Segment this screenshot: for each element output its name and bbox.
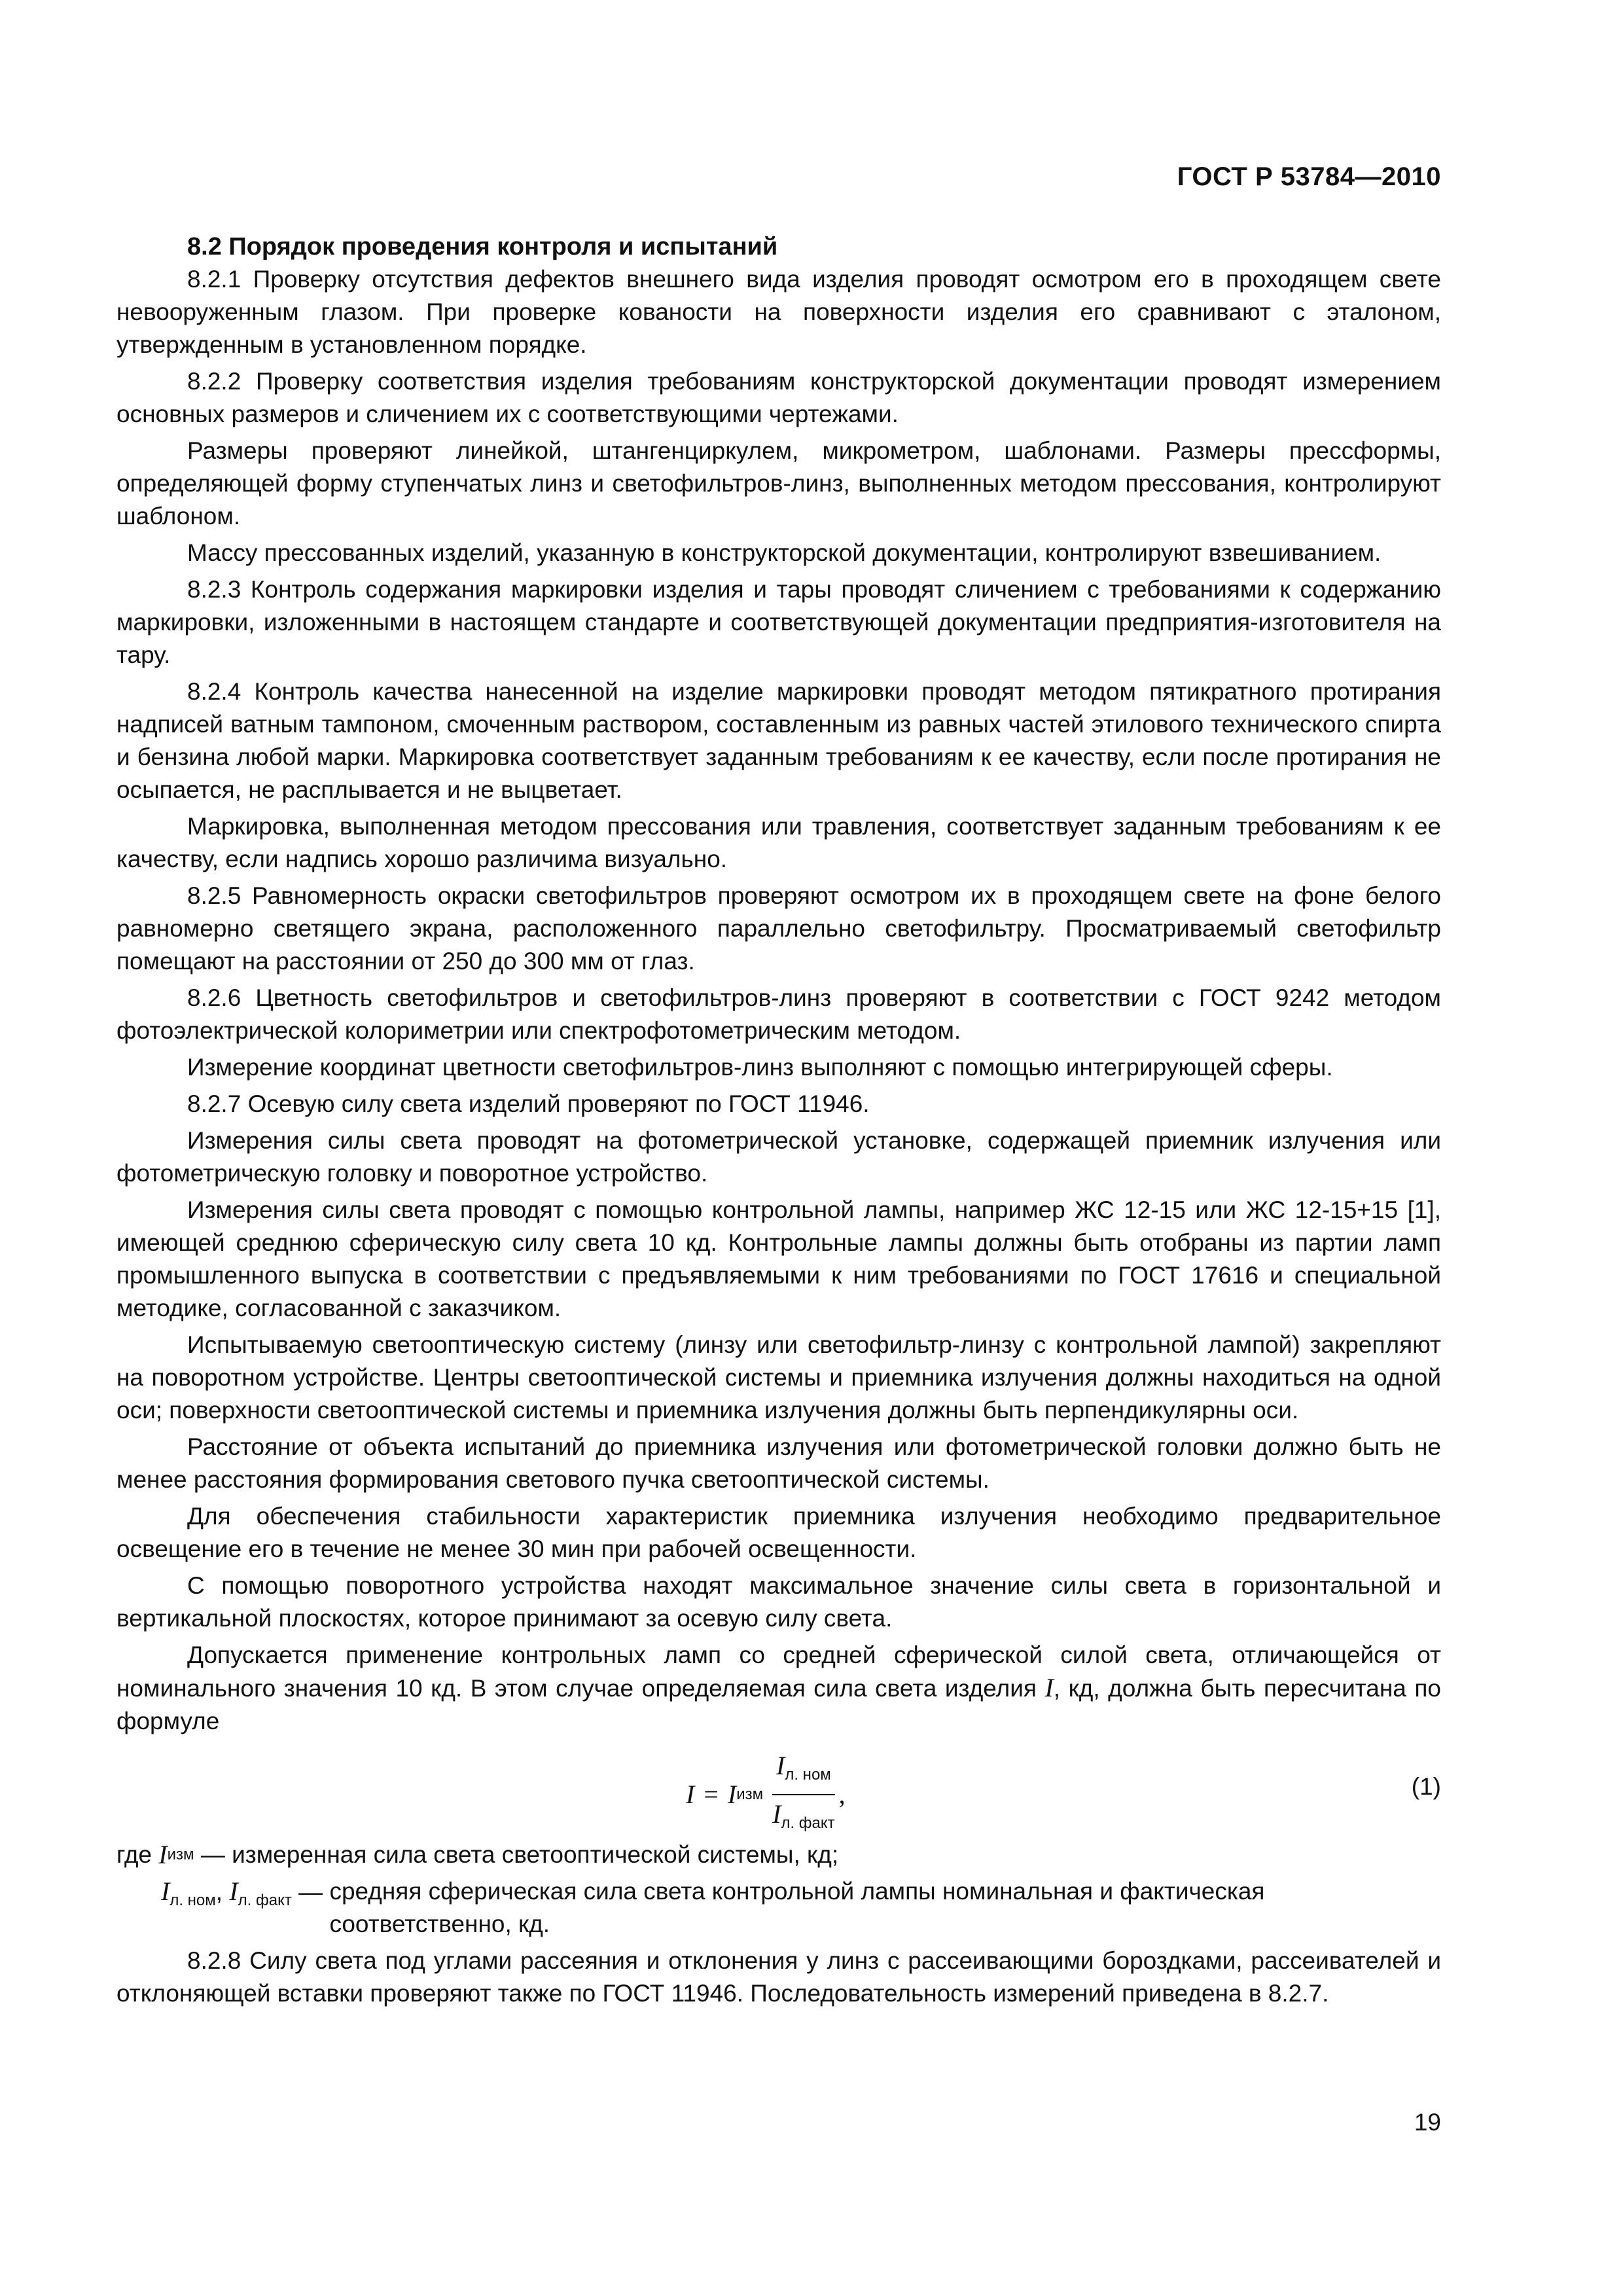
paragraph: 8.2.3 Контроль содержания маркировки изделия и тары проводят сличением с требованиями к содержанию маркировки, изложенными в настоящем стандарте и соответствующей документации предприятия-изготовителя на тару. <box>116 576 1441 668</box>
page-number: 19 <box>1414 2109 1441 2136</box>
legend-symbols <box>161 1875 329 1941</box>
formula-fraction <box>768 1749 839 1840</box>
formula <box>686 1749 846 1840</box>
formula-legend <box>116 1839 1441 1941</box>
legend-subscript: л. факт <box>238 1892 292 1909</box>
paragraph: Маркировка, выполненная методом прессования или травления, соответствует заданным требованиям к ее качеству, если надпись хорошо различима визуально. <box>116 813 1441 872</box>
paragraph: Измерение координат цветности светофильтров-линз выполняют с помощью интегрирующей сферы. <box>187 1054 1333 1081</box>
paragraph: Испытываемую светооптическую систему (линзу или светофильтр-линзу с контрольной лампой) закрепляют на поворотном устройстве. Центры светооптической системы и приемника излучения должны находиться на одной оси; поверхности светооптической системы и приемника излучения должны быть перпендикулярны оси. <box>116 1331 1441 1424</box>
fraction-denominator <box>768 1795 839 1840</box>
denominator-subscript: л. факт <box>781 1814 835 1832</box>
formula-intro-text: Допускается применение контрольных ламп со средней сферической силой света, отличающейся от номинального значения 10 кд. В этом случае определяемая сила света изделия <box>116 1641 1441 1702</box>
formula-block <box>116 1747 1441 1831</box>
legend-symbol: I <box>229 1876 238 1906</box>
denominator-symbol: I <box>772 1799 781 1829</box>
paragraph-list <box>116 263 1441 1635</box>
legend-dash: — <box>298 1878 323 1905</box>
formula-intro-tail: , кд, должна быть пересчитана по формуле <box>116 1675 1442 1734</box>
paragraph: Расстояние от объекта испытаний до приемника излучения или фотометрической головки должно быть не менее расстояния формирования светового пучка светооптической системы. <box>116 1433 1441 1493</box>
paragraph: 8.2.6 Цветность светофильтров и светофильтров-линз проверяют в соответствии с ГОСТ 9242 методом фотоэлектрической колориметрии или спектрофотометрическим методом. <box>116 984 1441 1044</box>
legend-symbol: I <box>158 1840 168 1869</box>
paragraph: Для обеспечения стабильности характеристик приемника излучения необходимо предварительное освещение его в течение не менее 30 мин при рабочей освещенности. <box>116 1503 1441 1562</box>
legend-subscript: л. ном <box>169 1892 216 1909</box>
legend-subscript: изм <box>167 1846 194 1863</box>
fraction-numerator <box>772 1749 835 1795</box>
page-body <box>116 157 1441 2014</box>
legend-separator: , <box>215 1878 223 1905</box>
section-title: 8.2 Порядок проведения контроля и испытаний <box>187 233 778 260</box>
paragraph: Измерения силы света проводят с помощью контрольной лампы, например ЖС 12-15 или ЖС 12-15+15 [1], имеющей среднюю сферическую силу света 10 кд. Контрольные лампы должны быть отобраны из партии ламп промышленного выпуска в соответствии с предъявляемыми к ним требованиями по ГОСТ 17616 и специальной методике, согласованной с заказчиком. <box>116 1196 1441 1321</box>
formula-number: (1) <box>1411 1773 1441 1800</box>
paragraph: Массу прессованных изделий, указанную в конструкторской документации, контролируют взвешиванием. <box>187 539 1382 566</box>
document-code: ГОСТ Р 53784—2010 <box>1177 162 1441 191</box>
paragraph: 8.2.1 Проверку отсутствия дефектов внешнего вида изделия проводят осмотром его в проходящем свете невооруженным глазом. При проверке кованости на поверхности изделия его сравнивают с эталоном, утвержденным в установленном порядке. <box>116 266 1441 358</box>
numerator-subscript: л. ном <box>785 1766 831 1784</box>
paragraph: Размеры проверяют линейкой, штангенциркулем, микрометром, шаблонами. Размеры прессформы, определяющей форму ступенчатых линз и светофильтров-линз, выполненных методом прессования, контролируют шаблоном. <box>116 437 1441 529</box>
paragraph: Измерения силы света проводят на фотометрической установке, содержащей приемник излучения или фотометрическую головку и поворотное устройство. <box>116 1127 1441 1187</box>
paragraph: 8.2.8 Силу света под углами рассеяния и отклонения у линз с рассеивающими бороздками, рассеивателей и отклоняющей вставки проверяют также по ГОСТ 11946. Последовательность измерений приведена в 8.2.7. <box>116 1947 1441 2007</box>
numerator-symbol: I <box>776 1751 785 1780</box>
formula-trailing-comma: , <box>838 1780 846 1809</box>
formula-equals: = <box>704 1780 719 1809</box>
formula-factor-subscript: изм <box>736 1785 764 1803</box>
formula-factor: I <box>727 1780 737 1809</box>
paragraph: С помощью поворотного устройства находят максимальное значение силы света в горизонтальной и вертикальной плоскостях, которое принимают за осевую силу света. <box>116 1572 1441 1632</box>
paragraph: 8.2.5 Равномерность окраски светофильтров проверяют осмотром их в проходящем свете на фоне белого равномерно светящего экрана, расположенного параллельно светофильтру. Просматриваемый светофильтр помещают на расстоянии от 250 до 300 мм от глаз. <box>116 882 1441 975</box>
legend-description: средняя сферическая сила света контрольной лампы номинальная и фактическая соответственно, кд. <box>329 1878 1265 1937</box>
paragraph: 8.2.2 Проверку соответствия изделия требованиям конструкторской документации проводят измерением основных размеров и сличением их с соответствующими чертежами. <box>116 368 1441 427</box>
variable-i: I <box>1044 1673 1054 1702</box>
legend-description: — измеренная сила света светооптической системы, кд; <box>200 1841 839 1868</box>
legend-symbol: I <box>161 1876 170 1906</box>
paragraph: 8.2.7 Осевую силу света изделий проверяют по ГОСТ 11946. <box>187 1090 870 1117</box>
legend-item <box>116 1839 1441 1871</box>
legend-where-word: где <box>116 1841 152 1868</box>
paragraph: 8.2.4 Контроль качества нанесенной на изделие маркировки проводят методом пятикратного протирания надписей ватным тампоном, смоченным раствором, составленным из равных частей этилового технического спирта и бензина любой марки. Маркировка соответствует заданным требованиям к ее качеству, если после протирания не осыпается, не расплывается и не выцветает. <box>116 678 1441 803</box>
formula-intro-paragraph <box>116 1639 1441 1738</box>
legend-item <box>116 1875 1441 1941</box>
formula-lhs: I <box>686 1780 695 1809</box>
